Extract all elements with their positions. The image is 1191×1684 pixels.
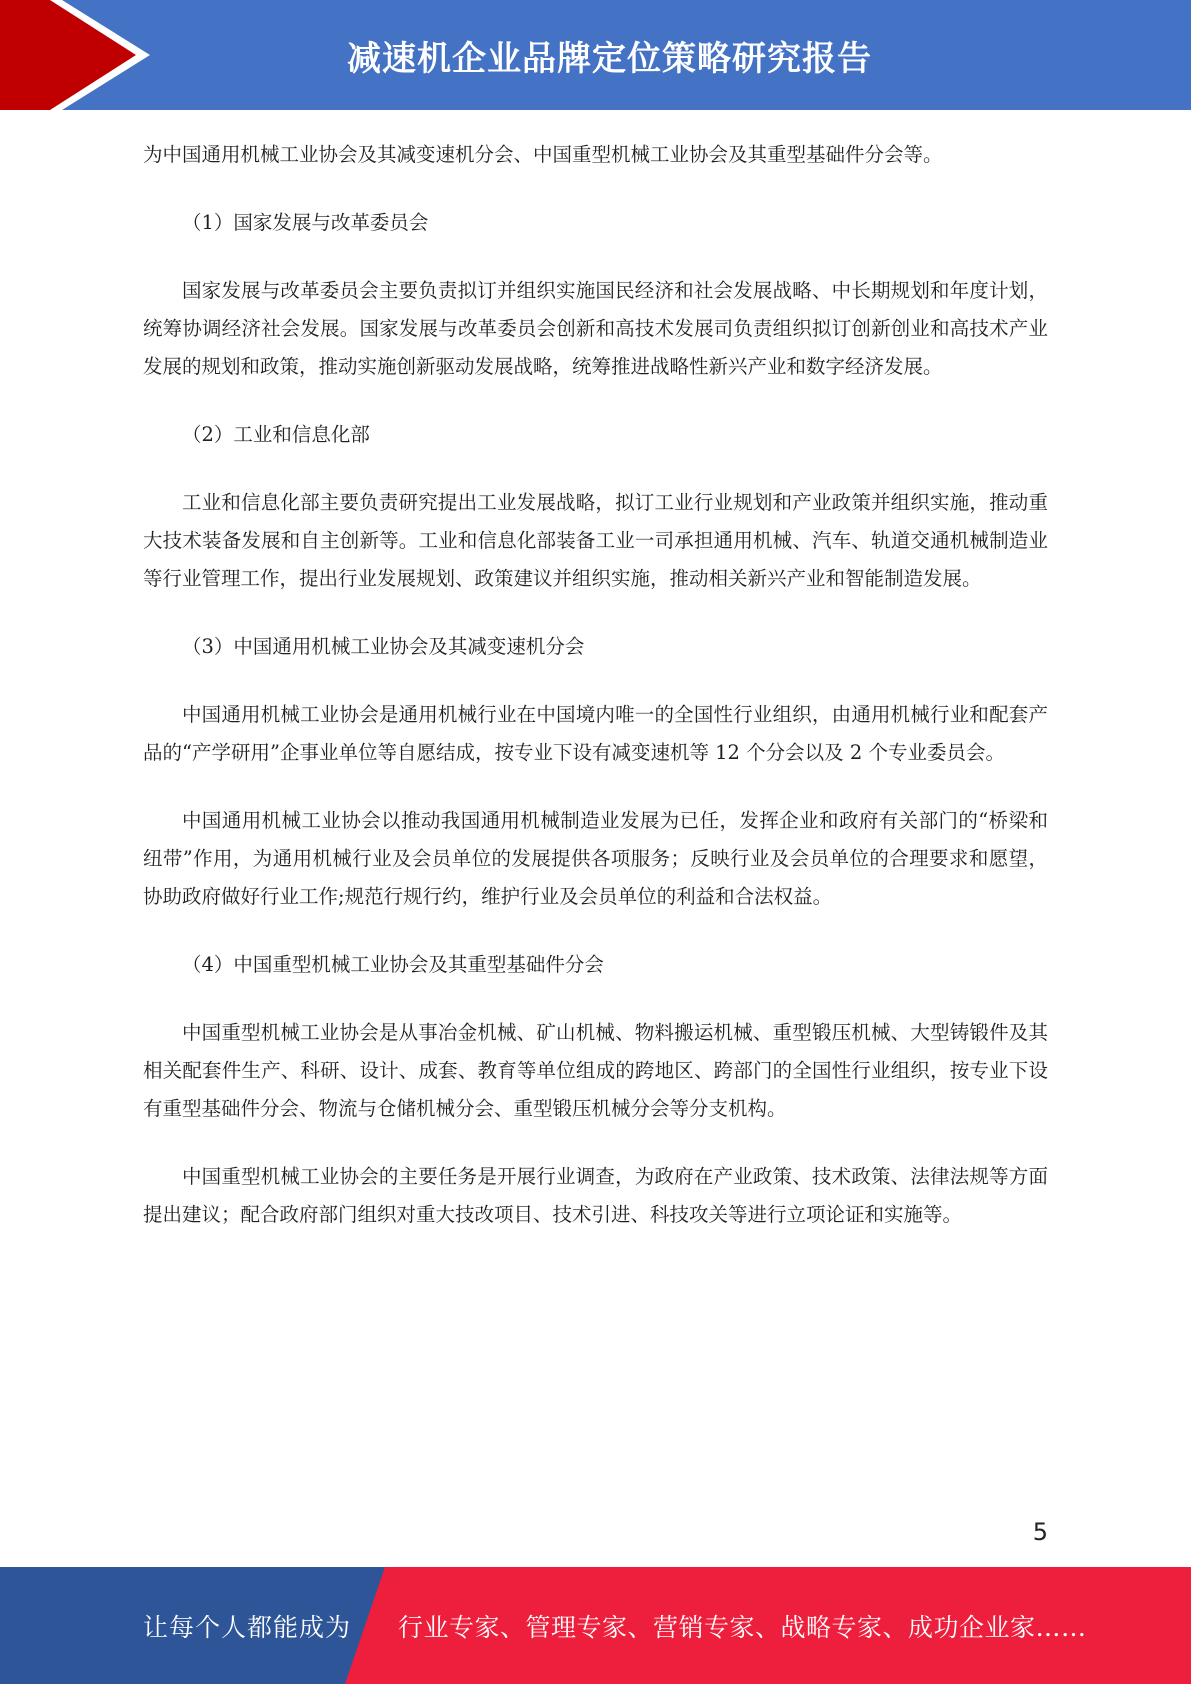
- section-heading-cgmia: （3）中国通用机械工业协会及其减变速机分会: [182, 635, 585, 658]
- section-heading-chmia: （4）中国重型机械工业协会及其重型基础件分会: [182, 953, 604, 976]
- report-title: 减速机企业品牌定位策略研究报告: [347, 38, 872, 79]
- document-body: [143, 136, 1048, 1264]
- page-footer: [0, 1567, 1191, 1684]
- footer-slogan-left: 让每个人都能成为: [143, 1612, 352, 1642]
- paragraph-cgmia-1: 中国通用机械工业协会是通用机械行业在中国境内唯一的全国性行业组织，由通用机械行业和配套产品的“产学研用”企事业单位等自愿结成，按专业下设有减变速机等 12 个分会以及 2 个专业委员会。: [143, 703, 1048, 764]
- paragraph-cgmia-2: 中国通用机械工业协会以推动我国通用机械制造业发展为已任，发挥企业和政府有关部门的“桥梁和纽带”作用，为通用机械行业及会员单位的发展提供各项服务；反映行业及会员单位的合理要求和愿望，协助政府做好行业工作;规范行规行约，维护行业及会员单位的利益和合法权益。: [143, 809, 1048, 908]
- section-heading-ndrc: （1）国家发展与改革委员会: [182, 211, 429, 234]
- footer-slogan-right: 行业专家、管理专家、营销专家、战略专家、成功企业家……: [398, 1612, 1087, 1642]
- paragraph-chmia-1: 中国重型机械工业协会是从事冶金机械、矿山机械、物料搬运机械、重型锻压机械、大型铸锻件及其相关配套件生产、科研、设计、成套、教育等单位组成的跨地区、跨部门的全国性行业组织，按专业下设有重型基础件分会、物流与仓储机械分会、重型锻压机械分会等分支机构。: [143, 1021, 1048, 1120]
- paragraph-ndrc: 国家发展与改革委员会主要负责拟订并组织实施国民经济和社会发展战略、中长期规划和年度计划，统筹协调经济社会发展。国家发展与改革委员会创新和高技术发展司负责组织拟订创新创业和高技术产业发展的规划和政策，推动实施创新驱动发展战略，统筹推进战略性新兴产业和数字经济发展。: [143, 279, 1048, 378]
- paragraph-intro: 为中国通用机械工业协会及其减变速机分会、中国重型机械工业协会及其重型基础件分会等。: [143, 143, 943, 166]
- page-number: 5: [1032, 1518, 1048, 1546]
- section-heading-miit: （2）工业和信息化部: [182, 423, 370, 446]
- page-header: [0, 0, 1191, 110]
- paragraph-miit: 工业和信息化部主要负责研究提出工业发展战略，拟订工业行业规划和产业政策并组织实施，推动重大技术装备发展和自主创新等。工业和信息化部装备工业一司承担通用机械、汽车、轨道交通机械制造业等行业管理工作，提出行业发展规划、政策建议并组织实施，推动相关新兴产业和智能制造发展。: [143, 491, 1048, 590]
- paragraph-chmia-2: 中国重型机械工业协会的主要任务是开展行业调查，为政府在产业政策、技术政策、法律法规等方面提出建议；配合政府部门组织对重大技改项目、技术引进、科技攻关等进行立项论证和实施等。: [143, 1165, 1048, 1226]
